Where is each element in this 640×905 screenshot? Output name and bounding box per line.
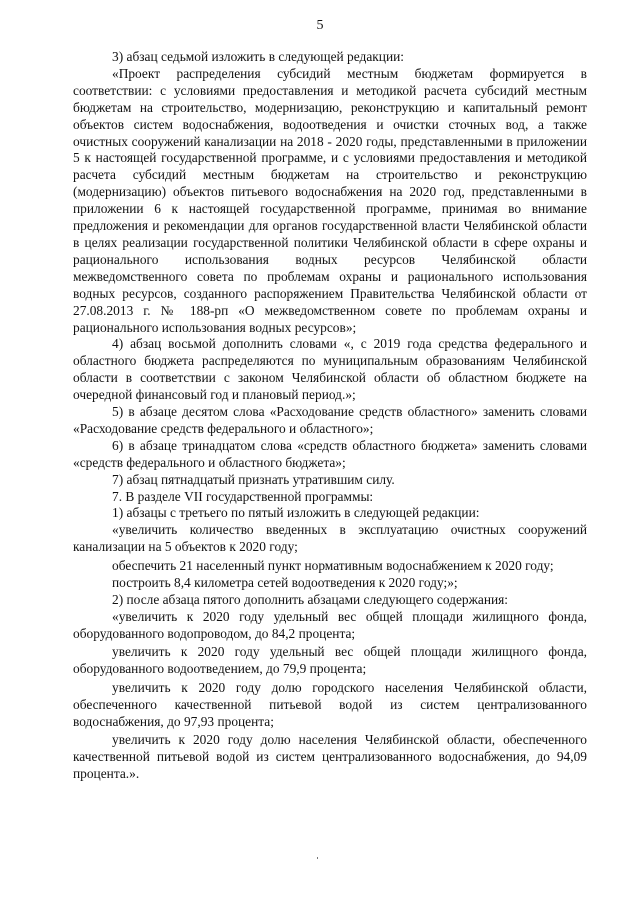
- paragraph-section-vii-heading: 7. В разделе VII государственной программы:: [112, 488, 374, 504]
- paragraph-section-vii-item-2: 2) после абзаца пятого дополнить абзацами следующего содержания:: [112, 591, 509, 607]
- paragraph-section-vii-item-1: 1) абзацы с третьего по пятый изложить в следующей редакции:: [112, 505, 480, 521]
- document-body: [73, 49, 587, 783]
- paragraph-amend-item-5: 5) в абзаце десятом слова «Расходование средств областного» заменить словами «Расходование средств федерального и областного»;: [73, 404, 587, 436]
- paragraph-subsidy-distribution-quote: «Проект распределения субсидий местным бюджетам формируется в соответствии: с условиями предоставления и методикой расчета субсидий местным бюджетам на строительство, модернизацию, реконструкцию и капитальный ремонт объектов систем водоснабжения, водоотведения и очистки сточных вод, а также очистных сооружений канализации на 2018 - 2020 годы, представленными в приложении 5 к настоящей государственной программе, и с условиями предоставления и методикой расчета субсидий местным бюджетам на строительство и реконструкцию (модернизацию) объектов питьевого водоснабжения на 2020 год, представленными в приложении 6 к настоящей государственной программе, принимая во внимание предложения и рекомендации для органов государственной власти Челябинской области в целях реализации государственной политики Челябинской области в сфере охраны и рационального использования водных ресурсов Челябинской области межведомственного совета по проблемам охраны и рационального использования водных ресурсов, созданного распоряжением Правительства Челябинской области от 27.08.2013 г. № 188-рп «О межведомственном совете по проблемам охраны и рационального использования водных ресурсов»;: [73, 65, 587, 335]
- paragraph-treatment-facilities: «увеличить количество введенных в эксплуатацию очистных сооружений канализации на 5 объектов к 2020 году;: [73, 522, 587, 555]
- paragraph-urban-population-share: увеличить к 2020 году долю городского населения Челябинской области, обеспеченного качественной питьевой водой из систем централизованного водоснабжения, до 97,93 процента;: [73, 679, 587, 729]
- paragraph-water-supply-settlements: обеспечить 21 населенный пункт нормативным водоснабжением к 2020 году;: [112, 557, 554, 573]
- page-number: 5: [316, 18, 324, 33]
- paragraph-amend-item-7: 7) абзац пятнадцатый признать утратившим силу.: [112, 471, 395, 487]
- paragraph-sewerage-share: увеличить к 2020 году удельный вес общей площади жилищного фонда, оборудованного водоотведением, до 79,9 процента;: [73, 644, 587, 677]
- paragraph-sewer-networks: построить 8,4 километра сетей водоотведения к 2020 году;»;: [112, 574, 458, 590]
- paragraph-amend-item-4: 4) абзац восьмой дополнить словами «, с 2019 года средства федерального и областного бюджета распределяются по муниципальным образованиям Челябинской области в соответствии с законом Челябинской области об областном бюджете на очередной финансовый год и плановый период.»;: [73, 336, 587, 403]
- paragraph-amend-item-6: 6) в абзаце тринадцатом слова «средств областного бюджета» заменить словами «средств федерального и областного бюджета»;: [73, 437, 587, 470]
- paragraph-population-share: увеличить к 2020 году долю населения Челябинской области, обеспеченного качественной питьевой водой из систем централизованного водоснабжения, до 94,09 процента.».: [73, 732, 587, 782]
- scan-speck: [317, 857, 318, 859]
- paragraph-amend-item-3: 3) абзац седьмой изложить в следующей редакции:: [112, 49, 404, 64]
- paragraph-water-pipeline-share: «увеличить к 2020 году удельный вес общей площади жилищного фонда, оборудованного водопроводом, до 84,2 процента;: [73, 608, 587, 641]
